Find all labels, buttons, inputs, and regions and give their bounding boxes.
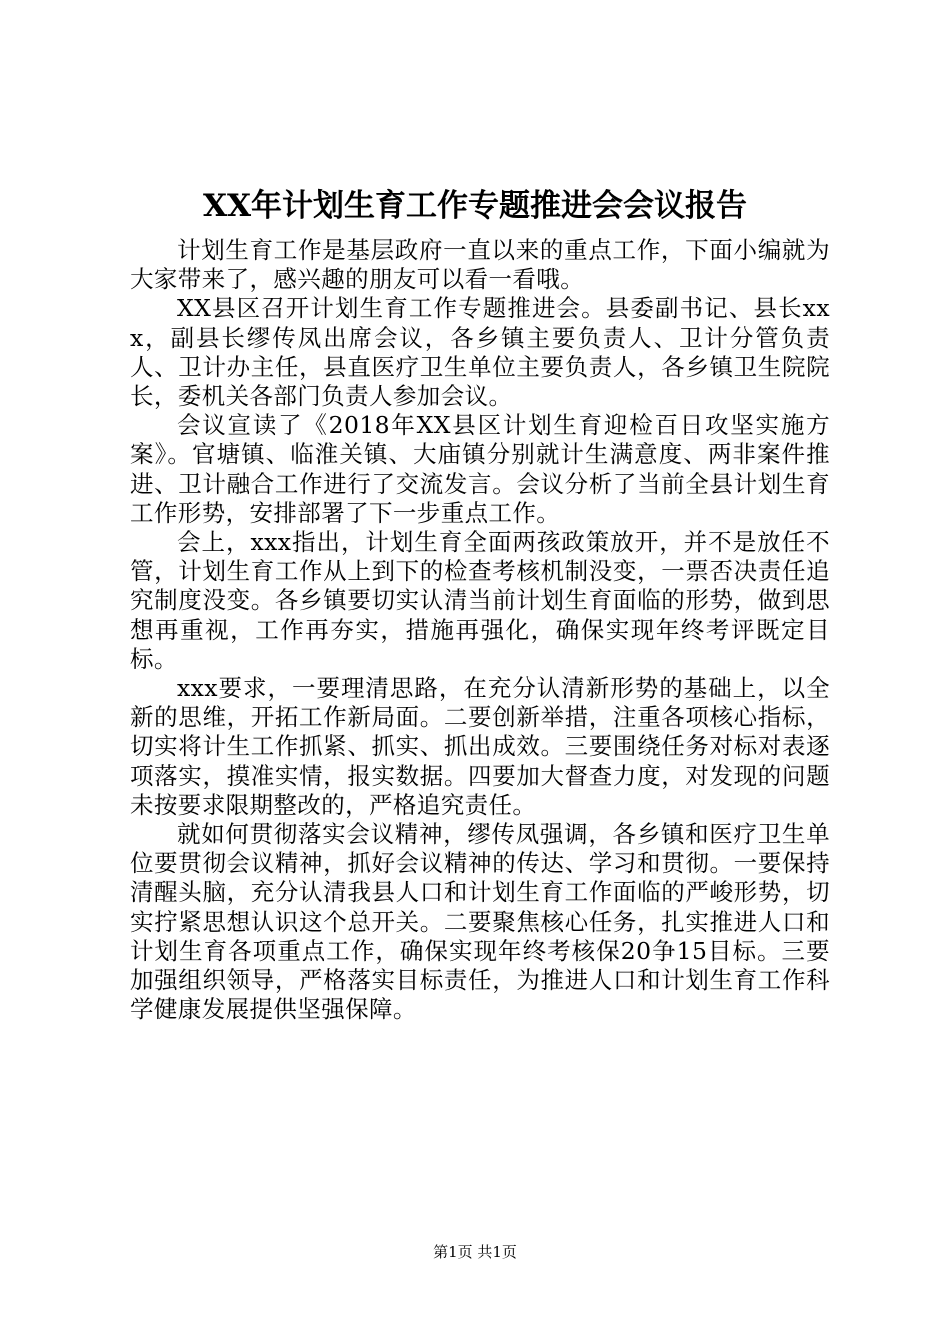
document-body [130,236,830,1024]
page-number-footer: 第1页 共1页 [433,1243,517,1261]
paragraph-meeting-held: XX县区召开计划生育工作专题推进会。县委副书记、县长xxx，副县长缪传凤出席会议，各乡镇主要负责人、卫计分管负责人、卫计办主任，县直医疗卫生单位主要负责人，各乡镇卫生院院长，委机关各部门负责人参加会议。 [130,294,830,411]
paragraph-remarks: 会上，xxx指出，计划生育全面两孩政策放开，并不是放任不管，计划生育工作从上到下的检查考核机制没变，一票否决责任追究制度没变。各乡镇要切实认清当前计划生育面临的形势，做到思想再重视，工作再夯实，措施再强化，确保实现年终考评既定目标。 [130,528,830,673]
paragraph-requirements: xxx要求，一要理清思路，在充分认清新形势的基础上，以全新的思维，开拓工作新局面。二要创新举措，注重各项核心指标，切实将计生工作抓紧、抓实、抓出成效。三要围绕任务对标对表逐项落实，摸准实情，报实数据。四要加大督查力度，对发现的问题未按要求限期整改的，严格追究责任。 [130,674,830,819]
paragraph-intro: 计划生育工作是基层政府一直以来的重点工作，下面小编就为大家带来了，感兴趣的朋友可以看一看哦。 [130,236,830,294]
document-title: XX年计划生育工作专题推进会会议报告 [202,188,748,224]
paragraph-plan-read: 会议宣读了《2018年XX县区计划生育迎检百日攻坚实施方案》。官塘镇、临淮关镇、大庙镇分别就计生满意度、两非案件推进、卫计融合工作进行了交流发言。会议分析了当前全县计划生育工作形势，安排部署了下一步重点工作。 [130,411,830,527]
paragraph-implementation: 就如何贯彻落实会议精神，缪传凤强调，各乡镇和医疗卫生单位要贯彻会议精神，抓好会议精神的传达、学习和贯彻。一要保持清醒头脑，充分认清我县人口和计划生育工作面临的严峻形势，切实拧紧思想认识这个总开关。二要聚焦核心任务，扎实推进人口和计划生育各项重点工作，确保实现年终考核保20争15目标。三要加强组织领导，严格落实目标责任，为推进人口和计划生育工作科学健康发展提供坚强保障。 [130,820,830,1024]
